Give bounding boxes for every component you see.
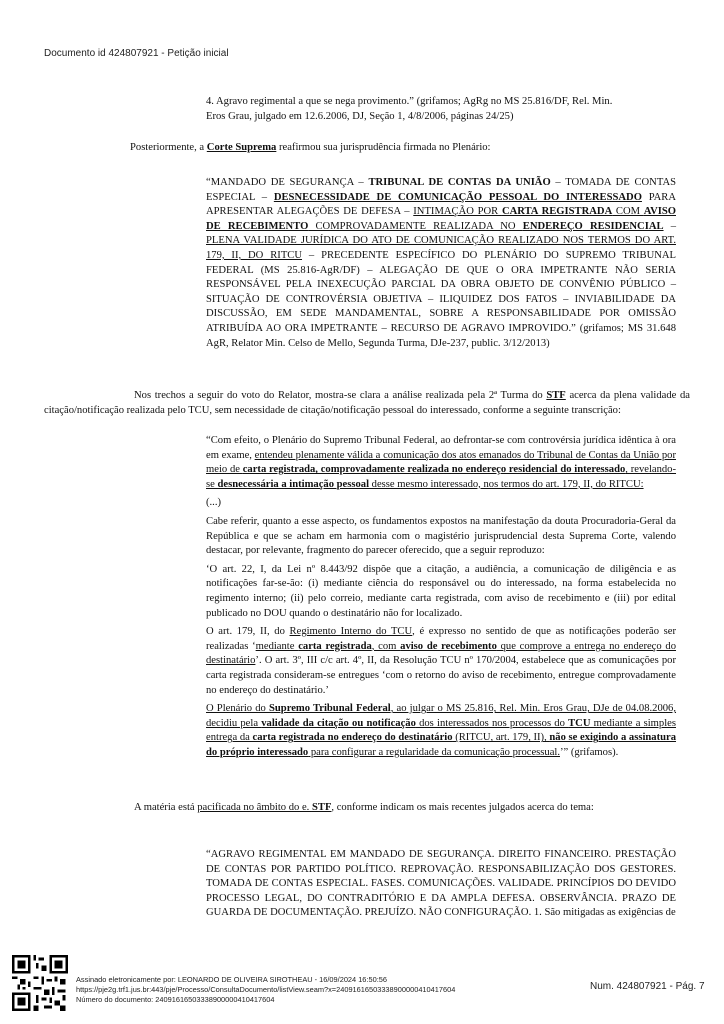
quote-paragraph: Cabe referir, quanto a esse aspecto, os fundamentos expostos na manifestação da douta Procuradoria-Geral da República e que se acham em harmonia com o magistério jurisprudencial desta Suprema Corte, valendo destacar, por relevante, fragmento do parecer oferecido, que a seguir reproduzo: — [206, 515, 676, 557]
paragraph-voto-relator: Nos trechos a seguir do voto do Relator, mostra-se clara a análise realizada pela 2ª Turma do STF acerca da plena validade da citação/notificação realizada pelo TCU, sem necessidade de citação/notificação pessoal do interessado, conforme a seguinte transcrição: — [44, 390, 691, 416]
document-id-header: Documento id 424807921 - Petição inicial — [44, 48, 229, 59]
paragraph-materia-pacificada: A matéria está pacificada no âmbito do e. STF, conforme indicam os mais recentes julgados acerca do tema: — [134, 802, 594, 813]
quote-paragraph: O art. 179, II, do Regimento Interno do TCU, é expresso no sentido de que as notificações poderão ser realizadas ‘mediante carta registrada, com aviso de recebimento que comprove a entrega no endereço do destinatário’. O art. 3º, III c/c art. 4º, II, da Resolução TCU nº 170/2004, estabelece que as comunicações por carta registrada consideram-se entregues ‘com o retorno do aviso de recebimento, entregue comprovadamente no endereço do destinatário.’ — [206, 626, 677, 696]
document-url[interactable]: https://pje2g.trf1.jus.br:443/pje/Processo/ConsultaDocumento/listView.seam?x=24091616503338900000410417604 — [76, 985, 456, 995]
quote-paragraph: O Plenário do Supremo Tribunal Federal, ao julgar o MS 25.816, Rel. Min. Eros Grau, DJe de 04.08.2006, decidiu pela validade da citação ou notificação dos interessados nos processos do TCU mediante a simples entrega da carta registrada no endereço do destinatário (RITCU, art. 179, II), não se exigindo a assinatura do próprio interessado para configurar a regularidade da comunicação processual.’” (grifamos). — [206, 703, 677, 758]
quote-line: 4. Agravo regimental a que se nega provimento.” (grifamos; AgRg no MS 25.816/DF, Rel. Min. — [206, 96, 613, 107]
quote-agravo-regimental: “AGRAVO REGIMENTAL EM MANDADO DE SEGURANÇA. DIREITO FINANCEIRO. PRESTAÇÃO DE CONTAS POR PARTIDO POLÍTICO. REPROVAÇÃO. RESPONSABILIZAÇÃO DOS GESTORES. TOMADA DE CONTAS ESPECIAL. FASES. COMUNICAÇÕES. VALIDADE. PRINCÍPIOS DO DEVIDO PROCESSO LEGAL, DO CONTRADITÓRIO E DA AMPLA DEFESA. OBSERVÂNCIA. PRAZO DE GUARDA DE DOCUMENTAÇÃO. PREJUÍZO. NÃO CONFIGURAÇÃO. 1. São mitigadas as exigências de — [206, 849, 676, 919]
quote-ellipsis: (...) — [206, 497, 222, 509]
document-number: Número do documento: 24091616503338900000410417604 — [76, 995, 275, 1005]
quote-continuation — [206, 95, 676, 124]
corte-suprema-text: Corte Suprema — [206, 142, 277, 153]
paragraph-corte-suprema: Posteriormente, a Corte Suprema reafirmou sua jurisprudência firmada no Plenário: — [130, 142, 491, 153]
signature-info — [76, 975, 455, 1006]
stf-text: STF — [546, 390, 566, 401]
quote-voto — [206, 434, 676, 764]
page-number: Num. 424807921 - Pág. 7 — [590, 981, 705, 992]
quote-paragraph: ‘O art. 22, I, da Lei nº 8.443/92 dispõe que a citação, a audiência, a comunicação de diligência e as notificações far-se-ão: (i) mediante ciência do responsável ou do interessado, na forma estabelecida no regimento interno; (ii) pelo correio, mediante carta registrada, com aviso de recebimento e (iii) por edital publicado no DOU quando o destinatário não for localizado. — [206, 563, 676, 619]
quote-ms-31648: “MANDADO DE SEGURANÇA – TRIBUNAL DE CONTAS DA UNIÃO – TOMADA DE CONTAS ESPECIAL – DESNECESSIDADE DE COMUNICAÇÃO PESSOAL DO INTERESSADO PARA APRESENTAR ALEGAÇÕES DE DEFESA – INTIMAÇÃO POR CARTA REGISTRADA COM AVISO DE RECEBIMENTO COMPROVADAMENTE REALIZADA NO ENDEREÇO RESIDENCIAL – PLENA VALIDADE JURÍDICA DO ATO DE COMUNICAÇÃO REALIZADO NOS TERMOS DO ART. 179, II, DO RITCU – PRECEDENTE ESPECÍFICO DO PLENÁRIO DO SUPREMO TRIBUNAL FEDERAL (MS 25.816-AgR/DF) – ALEGAÇÃO DE QUE O ORA IMPETRANTE NÃO SERIA RESPONSÁVEL PELA INEXECUÇÃO PARCIAL DA OBRA OBJETO DE CONVÊNIO PÚBLICO – SITUAÇÃO DE CONTROVÉRSIA OBJETIVA – ILIQUIDEZ DOS FATOS – INVIABILIDADE DA DISCUSSÃO, EM SEDE MANDAMENTAL, SOBRE A RESPONSABILIDADE POR OMISSÃO ATRIBUÍDA AO ORA IMPETRANTE – RECURSO DE AGRAVO IMPROVIDO.” (grifamos; MS 31.648 AgR, Relator Min. Celso de Mello, Segunda Turma, DJe-237, public. 3/12/2013) — [206, 177, 676, 349]
qr-code-icon — [12, 955, 68, 1011]
quote-line: Eros Grau, julgado em 12.6.2006, DJ, Seção 1, 4/8/2006, páginas 24/25) — [206, 110, 514, 122]
quote-paragraph: “Com efeito, o Plenário do Supremo Tribunal Federal, ao defrontar-se com controvérsia jurídica idêntica à ora em exame, entendeu plenamente válida a comunicação dos atos emanados do Tribunal de Contas da União por meio de carta registrada, comprovadamente realizada no endereço residencial do interessado, revelando-se desnecessária a intimação pessoal desse mesmo interessado, nos termos do art. 179, II, do RITCU: — [206, 435, 677, 490]
signed-by: Assinado eletronicamente por: LEONARDO DE OLIVEIRA SIROTHEAU - 16/09/2024 16:50:56 — [76, 975, 387, 984]
